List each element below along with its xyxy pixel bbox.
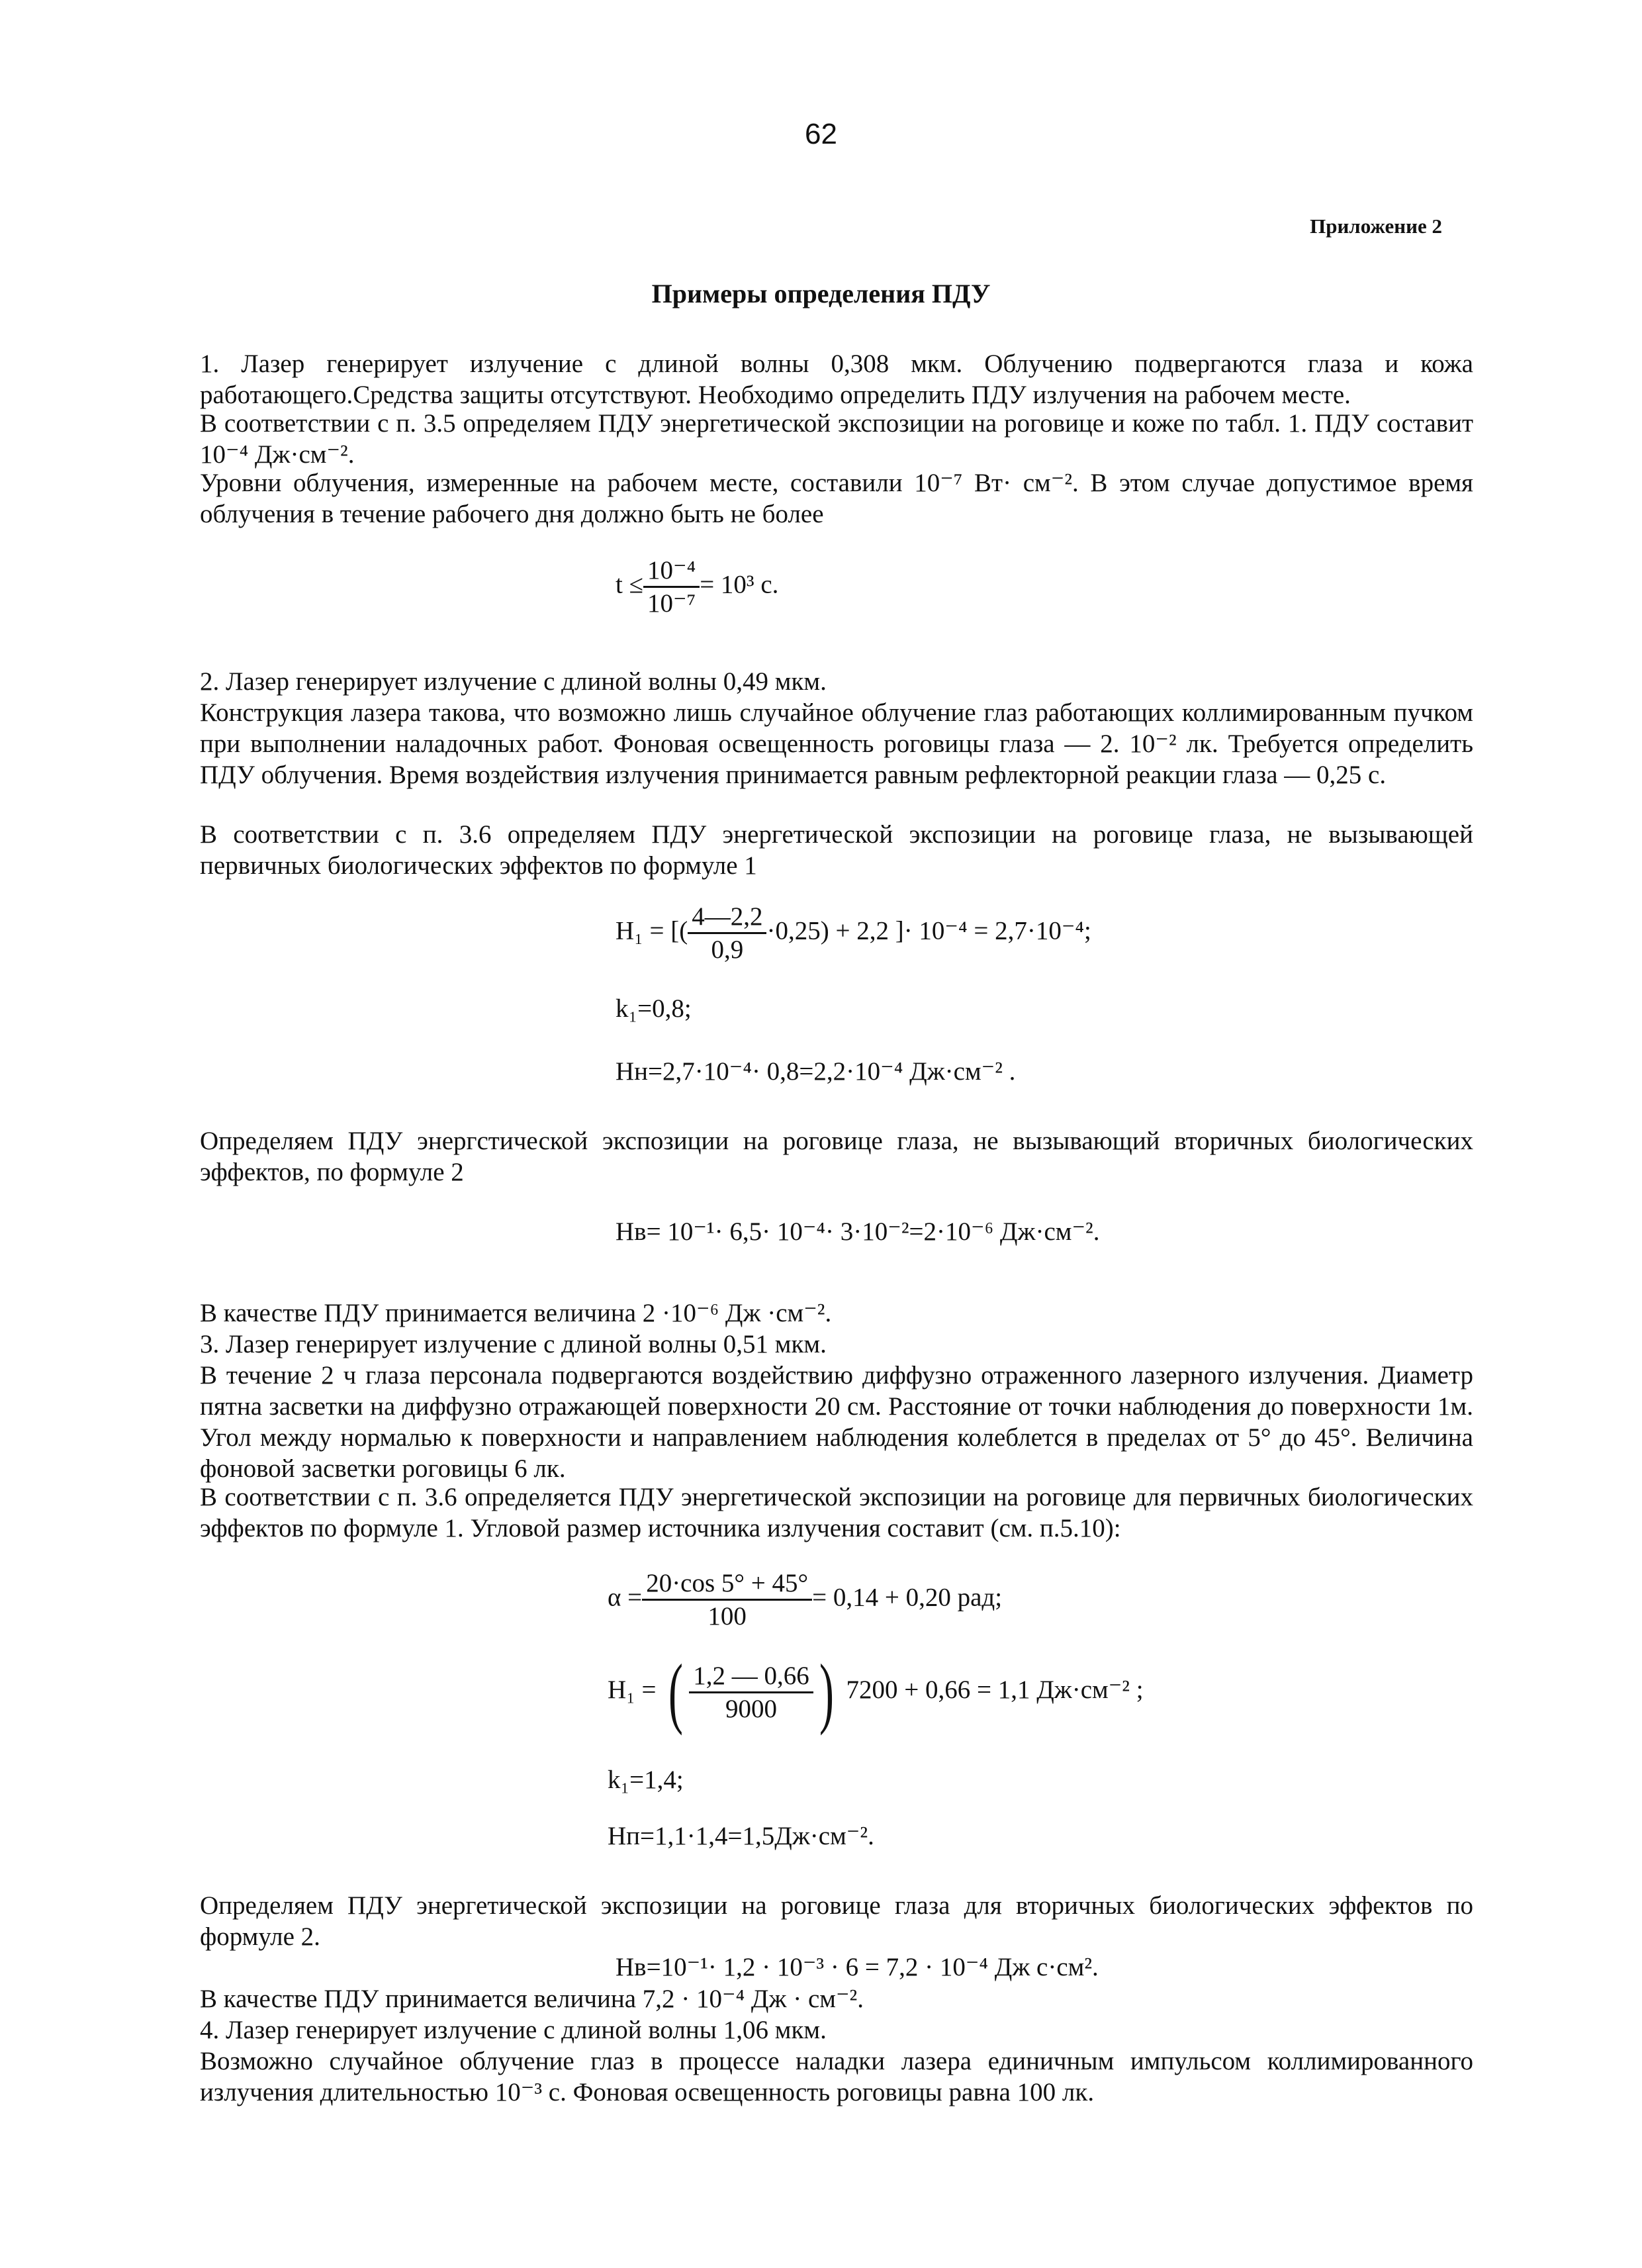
formula-time-limit: t ≤ $\frac{\text{10⁻⁴}}{\text{10⁻⁷}}$ = 10³ с. — [616, 556, 779, 618]
example-1-exposure: Уровни облучения, измеренные на рабочем месте, составили 10⁻⁷ Вт· см⁻². В этом случае допустимое время облучения в течение рабочего дня должно быть не более — [200, 469, 1473, 528]
example-2-method: В соответствии с п. 3.6 определяем ПДУ энергетической экспозиции на роговице глаза, не вызывающей первичных биологических эффектов по формуле 1 — [200, 820, 1473, 880]
example-2-conditions: Конструкция лазера такова, что возможно лишь случайное облучение глаз работающих коллимированным пучком при выполнении наладочных работ. Фоновая освещенность роговицы глаза — 2. 10⁻² лк. Требуется определить ПДУ облучения. Время воздействия излучения принимается равным рефлекторной реакции глаза — 0,25 с. — [200, 698, 1473, 789]
page-number: 62 — [805, 118, 837, 150]
formula-hn: Hн=2,7·10⁻⁴· 0,8=2,2·10⁻⁴ Дж·см⁻² . — [616, 1057, 1016, 1086]
example-4-heading: 4. Лазер генерирует излучение с длиной волны 1,06 мкм. — [200, 2016, 827, 2044]
formula-h1-example3: H₁ = ( $\frac{1,2 — 0,66}{9000}$ ) 7200 + 0,66 = 1,1 Дж·см⁻² ; — [608, 1648, 1144, 1736]
example-3-result: В качестве ПДУ принимается величина 7,2 · 10⁻⁴ Дж · см⁻². — [200, 1985, 864, 2013]
example-1-intro: 1. Лазер генерирует излучение с длиной волны 0,308 мкм. Облучению подвергаются глаза и кожа работающего.Средства защиты отсутствуют. Необходимо определить ПДУ излучения на рабочем месте. — [200, 350, 1473, 409]
formula-hv: Hв= 10⁻¹· 6,5· 10⁻⁴· 3·10⁻²=2·10⁻⁶ Дж·см⁻². — [616, 1217, 1100, 1246]
example-2-heading: 2. Лазер генерирует излучение с длиной волны 0,49 мкм. — [200, 667, 827, 696]
example-1-pdu: В соответствии с п. 3.5 определяем ПДУ энергетической экспозиции на роговице и коже по табл. 1. ПДУ составит 10⁻⁴ Дж·см⁻². — [200, 409, 1473, 469]
formula-hv-example3: Hв=10⁻¹· 1,2 · 10⁻³ · 6 = 7,2 · 10⁻⁴ Дж с·см². — [616, 1953, 1099, 1981]
example-2-secondary: Определяем ПДУ энергстической экспозиции на роговице глаза, не вызывающий вторичных биологических эффектов, по формуле 2 — [200, 1127, 1473, 1186]
formula-k1-example3: k₁=1,4; — [608, 1766, 684, 1794]
example-3-heading: 3. Лазер генерирует излучение с длиной волны 0,51 мкм. — [200, 1330, 827, 1358]
formula-h1-primary: H₁ = [( $\frac{4—2,2}{0,9}$ ·0,25) + 2,2 ]· 10⁻⁴ = 2,7·10⁻⁴; — [616, 902, 1091, 964]
formula-alpha: α = $\frac{20\cdot\cos 5^\circ + 45^\circ}{100}$ = 0,14 + 0,20 рад; — [608, 1569, 1003, 1630]
formula-hp: Hп=1,1·1,4=1,5Дж·см⁻². — [608, 1822, 874, 1850]
example-3-conditions: В течение 2 ч глаза персонала подвергаются воздействию диффузно отраженного лазерного излучения. Диаметр пятна засветки на диффузно отражающей поверхности 20 см. Расстояние от точки наблюдения до поверхности 1м. Угол между нормалью к поверхности и направлением наблюдения колеблется в пределах от 5° до 45°. Величина фоновой засветки роговицы 6 лк. — [200, 1361, 1473, 1483]
example-3-secondary: Определяем ПДУ энергетической экспозиции на роговице глаза для вторичных биологических эффектов по формуле 2. — [200, 1891, 1473, 1951]
example-2-result: В качестве ПДУ принимается величина 2 ·10⁻⁶ Дж ·см⁻². — [200, 1299, 832, 1327]
formula-k1: k₁=0,8; — [616, 994, 692, 1023]
page-title: Примеры определения ПДУ — [651, 279, 991, 308]
example-4-conditions: Возможно случайное облучение глаз в процессе наладки лазера единичным импульсом коллимированного излучения длительностью 10⁻³ с. Фоновая освещенность роговицы равна 100 лк. — [200, 2047, 1473, 2106]
example-3-method: В соответствии с п. 3.6 определяется ПДУ энергетической экспозиции на роговице для первичных биологических эффектов по формуле 1. Угловой размер источника излучения составит (см. п.5.10): — [200, 1483, 1473, 1542]
appendix-label: Приложение 2 — [1310, 214, 1442, 238]
